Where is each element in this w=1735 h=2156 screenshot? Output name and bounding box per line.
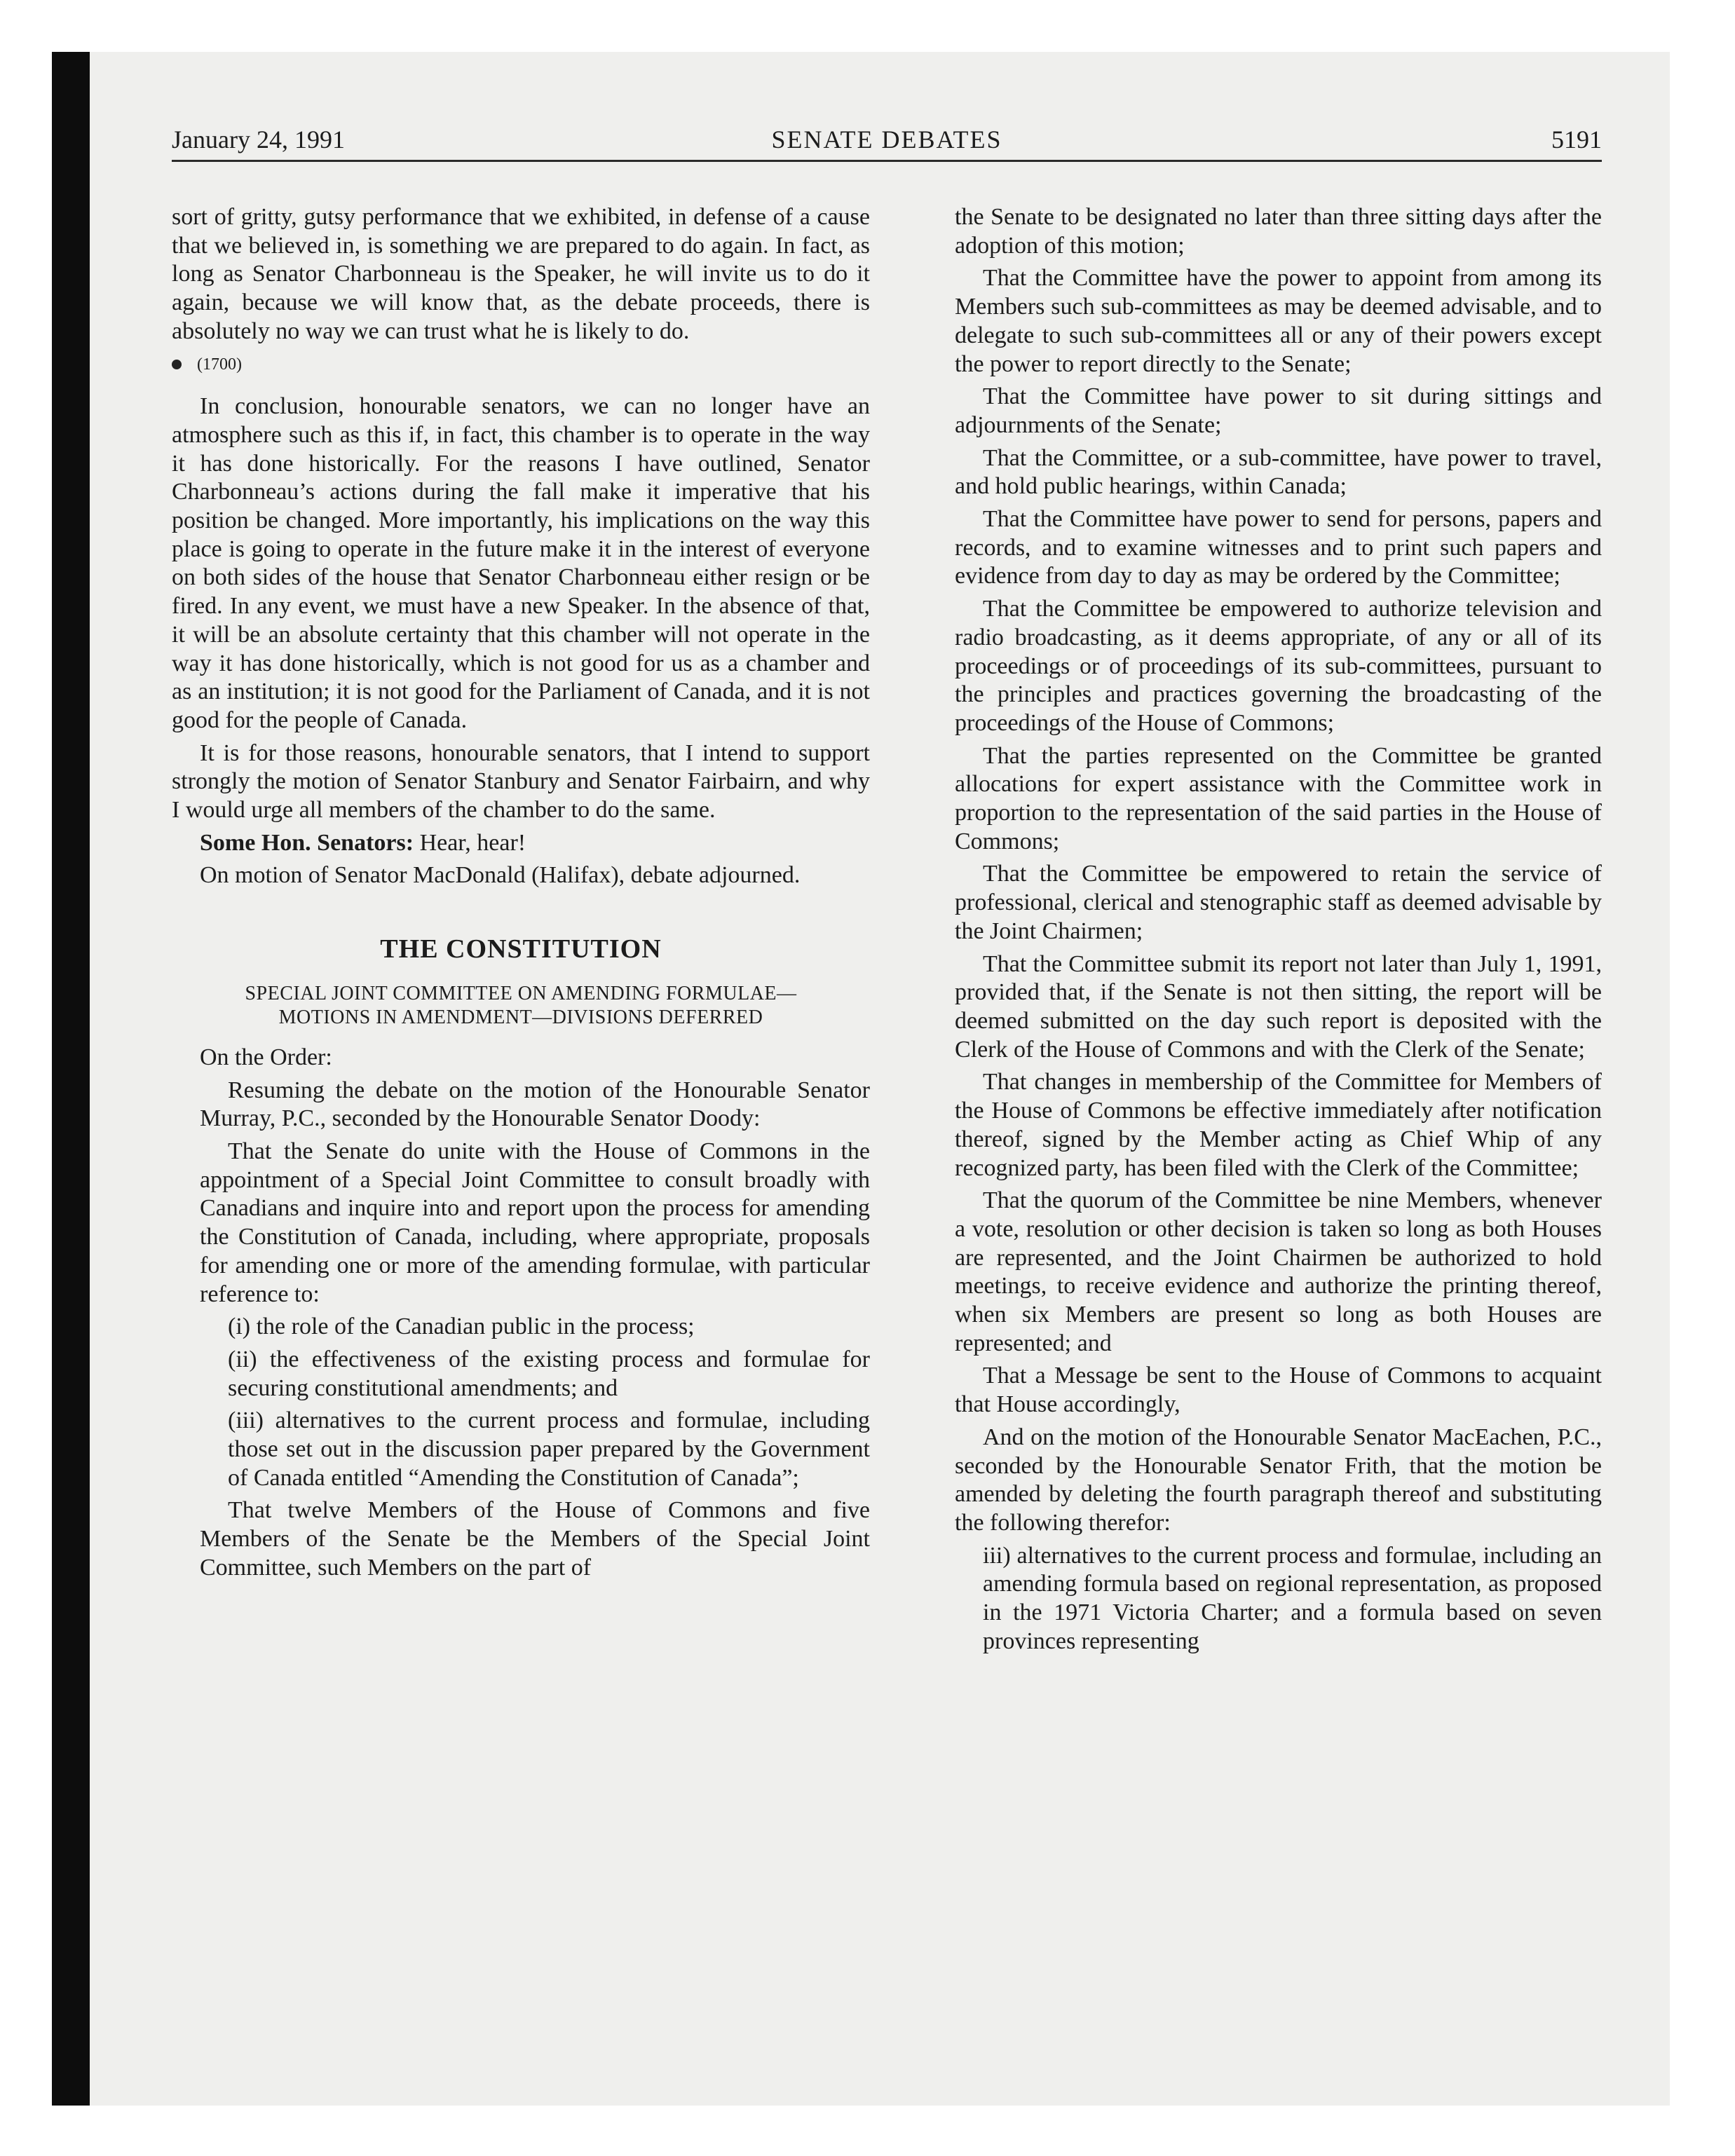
running-head [172,119,1602,162]
paragraph: sort of gritty, gutsy performance that we exhibited, in defense of a cause that we believed in, is something we are prepared to do again. In fact, as long as Senator Charbonneau is the Speaker, he will invite us to do it again, because we will know that, as the debate proceeds, there is absolutely no way we can trust what he is likely to do. [172,204,870,344]
order-label: On the Order: [200,1044,332,1070]
speaker-name: Some Hon. Senators: [200,829,414,856]
subheading-line-1: SPECIAL JOINT COMMITTEE ON AMENDING FORMULAE— [245,982,797,1004]
header-page-number: 5191 [1551,125,1602,153]
section-heading: THE CONSTITUTION [380,934,662,964]
paragraph: On motion of Senator MacDonald (Halifax), debate adjourned. [200,862,801,889]
paragraph: That the Committee submit its report not later than July 1, 1991, provided that, if the Senate is not then sitting, the report will be deemed submitted on the day such report is deposited with the Clerk of the House of Commons and with the Clerk of the Senate; [955,950,1602,1063]
list-item: (iii) alternatives to the current process and formulae, including those set out in the discussion paper prepared by the Government of Canada entitled “Amending the Constitution of Canada”; [228,1407,870,1491]
paragraph: That the Committee have power to sit during sittings and adjournments of the Senate; [955,383,1602,438]
paragraph: the Senate to be designated no later than three sitting days after the adoption of this motion; [955,204,1602,259]
paragraph: That the parties represented on the Committee be granted allocations for expert assistance with the Committee work in proportion to the representation of the said parties in the House of Commons; [955,742,1602,854]
list-item: (ii) the effectiveness of the existing process and formulae for securing constitutional amendments; and [228,1346,870,1401]
time-marker [172,350,870,379]
bullet-icon [172,360,182,369]
time-marker-label: (1700) [197,355,242,374]
quoted-paragraph: That the Senate do unite with the House of Commons in the appointment of a Special Joint Committee to consult broadly with Canadians and inquire into and report upon the process for amending the Constitution of Canada, including, where appropriate, proposals for amending one or more of the amending formulae, with particular reference to: [200,1138,870,1307]
section-subheading [172,982,870,1030]
quoted-paragraph: Resuming the debate on the motion of the Honourable Senator Murray, P.C., seconded by the Honourable Senator Doody: [200,1077,870,1132]
subheading-line-2: MOTIONS IN AMENDMENT—DIVISIONS DEFERRED [278,1006,763,1028]
paragraph: That a Message be sent to the House of Commons to acquaint that House accordingly, [955,1363,1602,1418]
left-column [172,203,870,1587]
paragraph: That the Committee have power to send for persons, papers and records, and to examine witnesses and to print such papers and evidence from day to day as may be ordered by the Committee; [955,506,1602,589]
header-publication: SENATE DEBATES [771,125,1002,153]
paragraph: That the Committee be empowered to retain the service of professional, clerical and stenographic staff as deemed advisable by the Joint Chairmen; [955,861,1602,944]
quoted-paragraph: That twelve Members of the House of Commons and five Members of the Senate be the Members of the Special Joint Committee, such Members on the part of [200,1497,870,1581]
right-column [955,203,1602,1660]
paragraph: That the Committee have the power to appoint from among its Members such sub-committees as may be deemed advisable, and to delegate to such sub-committees all or any of their powers except the power to report directly to the Senate; [955,265,1602,377]
paragraph: In conclusion, honourable senators, we can no longer have an atmosphere such as this if, in fact, this chamber is to operate in the way it has done historically. For the reasons I have outlined, Senator Charbonneau’s actions during the fall make it imperative that his position be changed. More importantly, his implications on the way this place is going to operate in the future make it in the interest of everyone on both sides of the house that Senator Charbonneau either resign or be fired. In any event, we must have a new Speaker. In the absence of that, it will be an absolute certainty that this chamber will not operate in the way it has done historically, which is not good for us as a chamber and as an institution; it is not good for the Parliament of Canada, and it is not good for the people of Canada. [172,393,870,733]
binding-edge [52,52,90,2106]
list-item: (i) the role of the Canadian public in the process; [228,1314,695,1340]
paragraph: That the Committee be empowered to authorize television and radio broadcasting, as it deems appropriate, of any or all of its proceedings or of proceedings of its sub-committees, pursuant to the principles and practices governing the broadcasting of the proceedings of the House of Commons; [955,596,1602,736]
header-date: January 24, 1991 [172,125,345,153]
paragraph: And on the motion of the Honourable Senator MacEachen, P.C., seconded by the Honourable Senator Frith, that the motion be amended by deleting the fourth paragraph thereof and substituting the following therefor: [955,1424,1602,1536]
paragraph: That changes in membership of the Committee for Members of the House of Commons be effective immediately after notification thereof, signed by the Member acting as Chief Whip of any recognized party, has been filed with the Clerk of the Committee; [955,1069,1602,1181]
speaker-text: Hear, hear! [414,829,526,856]
paragraph: That the quorum of the Committee be nine Members, whenever a vote, resolution or other decision is taken so long as both Houses are represented, and the Joint Chairmen be authorized to hold meetings, to receive evidence and authorize the printing thereof, when six Members are present so long as both Houses are represented; and [955,1187,1602,1356]
paragraph: That the Committee, or a sub-committee, have power to travel, and hold public hearings, within Canada; [955,444,1602,500]
speaker-line [172,829,870,858]
paragraph: It is for those reasons, honourable senators, that I intend to support strongly the motion of Senator Stanbury and Senator Fairbairn, and why I would urge all members of the chamber to do the same. [172,739,870,824]
amendment-text: iii) alternatives to the current process and formulae, including an amending formula based on regional representation, as proposed in the 1971 Victoria Charter; and a formula based on seven provinces representing [983,1542,1602,1654]
